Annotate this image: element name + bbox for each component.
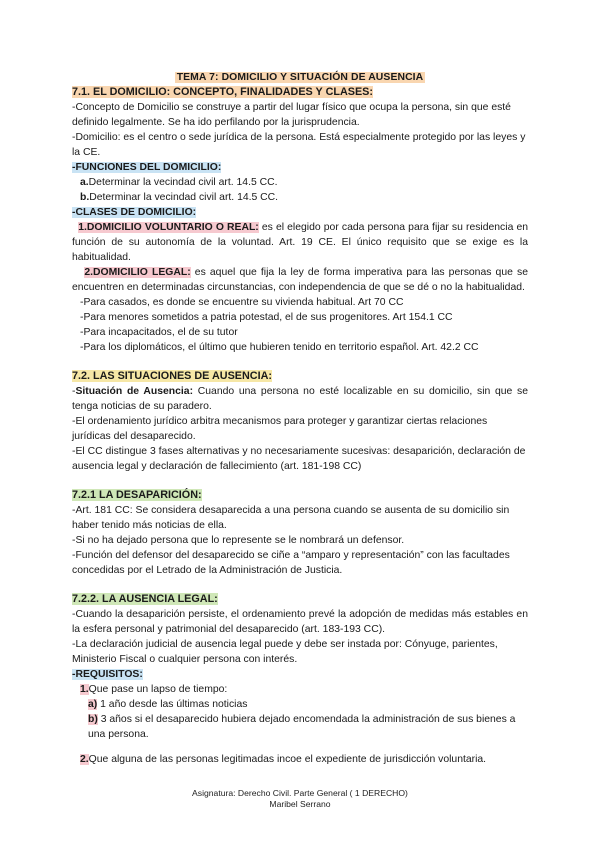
page-footer: [0, 788, 600, 810]
funcion-b-text: Determinar la vecindad civil art. 14.5 CC.: [89, 192, 279, 203]
requisito-1: [72, 682, 528, 697]
requisito-1a-text: 1 año desde las últimas noticias: [97, 699, 248, 710]
funcion-a: [72, 175, 528, 190]
requisito-1-label: 1.: [80, 684, 89, 695]
legal-item: -Para casados, es donde se encuentre su vivienda habitual. Art 70 CC: [80, 297, 404, 308]
requisito-2-text: Que alguna de las personas legitimadas incoe el expediente de jurisdicción voluntaria.: [88, 754, 487, 765]
clase-legal-text: es aquel que fija la ley de forma imperativa para las personas que se encuentren en determinadas circunstancias, con independencia de que se dé o no la habitualidad.: [72, 267, 528, 293]
legal-item: -Para los diplomáticos, el último que hubieren tenido en territorio español. Art. 42.2 CC: [80, 342, 479, 353]
legal-item: -Para menores sometidos a patria potestad, el de sus progenitores. Art 154.1 CC: [80, 312, 453, 323]
situacion-ausencia-text: Cuando una persona no esté localizable en su domicilio, sin que se tenga noticias de su paradero.: [72, 386, 529, 412]
situacion-ausencia-label: Situación de Ausencia:: [75, 386, 194, 397]
desaparicion-paragraph-2: -Si no ha dejado persona que lo represente se le nombrará un defensor.: [72, 535, 405, 546]
desaparicion-paragraph-1: -Art. 181 CC: Se considera desaparecida a una persona cuando se ausenta de su domicilio sin haber tenido más noticias de ella.: [72, 505, 510, 531]
requisito-1a-label: a): [88, 699, 98, 710]
clase-voluntario-text: es el elegido por cada persona para fijar su residencia en función de su autonomía de la voluntad. Art. 19 CE. El único requisito que se exige es la habitualidad.: [72, 222, 529, 263]
requisito-2-label: 2.: [80, 754, 89, 765]
section-7-2-heading: 7.2. LAS SITUACIONES DE AUSENCIA:: [72, 370, 272, 382]
ordenamiento-paragraph: -El ordenamiento jurídico arbitra mecanismos para proteger y garantizar ciertas relaciones jurídicas del desaparecido.: [72, 416, 488, 442]
clase-legal: [72, 265, 528, 295]
clase-legal-label: 2.DOMICILIO LEGAL:: [84, 267, 191, 278]
funcion-b-label: b.: [80, 192, 90, 203]
legal-item: -Para incapacitados, el de su tutor: [80, 327, 238, 338]
clases-heading: -CLASES DE DOMICILIO:: [72, 207, 197, 218]
section-7-1-heading: 7.1. EL DOMICILIO: CONCEPTO, FINALIDADES Y CLASES:: [72, 86, 373, 98]
page-title: TEMA 7: DOMICILIO Y SITUACIÓN DE AUSENCIA: [176, 72, 424, 83]
domicilio-concept-paragraph: -Concepto de Domicilio se construye a partir del lugar físico que ocupa la persona, sin que esté definido legalmente. Se ha ido perfilando por la jurisprudencia.: [72, 102, 511, 128]
dash: -: [72, 386, 76, 397]
requisito-1-text: Que pase un lapso de tiempo:: [88, 684, 228, 695]
ausencia-paragraph-1: -Cuando la desaparición persiste, el ordenamiento prevé la adopción de medidas más estables en la esfera personal y patrimonial del desaparecido (art. 183-193 CC).: [72, 609, 528, 635]
desaparicion-paragraph-3: -Función del defensor del desaparecido se ciñe a “amparo y representación” con las facultades concedidas por el Letrado de la Administración de Justicia.: [72, 550, 510, 576]
funcion-b: [72, 190, 528, 205]
requisito-1a: [72, 697, 528, 712]
requisito-2: [72, 752, 528, 767]
requisito-1b: [72, 712, 528, 742]
title-wrap: [72, 70, 528, 85]
document-page: [72, 70, 528, 767]
footer-author: Maribel Serrano: [269, 799, 331, 809]
footer-subject: Asignatura: Derecho Civil. Parte General ( 1 DERECHO): [192, 788, 408, 798]
requisito-1b-text: 3 años si el desaparecido hubiera dejado encomendada la administración de sus bienes a una persona.: [88, 714, 516, 740]
requisitos-heading: -REQUISITOS:: [72, 669, 143, 680]
section-7-2-2-heading: 7.2.2. LA AUSENCIA LEGAL:: [72, 593, 218, 605]
funciones-heading: -FUNCIONES DEL DOMICILIO:: [72, 162, 222, 173]
fases-paragraph: -El CC distingue 3 fases alternativas y no necesariamente sucesivas: desaparición, declaración de ausencia legal y declaración de fallecimiento (art. 181-198 CC): [72, 446, 526, 472]
funcion-a-text: Determinar la vecindad civil art. 14.5 CC.: [88, 177, 278, 188]
situacion-ausencia-paragraph: [72, 384, 528, 414]
section-7-2-1-heading: 7.2.1 LA DESAPARICIÓN:: [72, 489, 202, 501]
requisito-1b-label: b): [88, 714, 98, 725]
funcion-a-label: a.: [80, 177, 89, 188]
clase-voluntario-label: 1.DOMICILIO VOLUNTARIO O REAL:: [78, 222, 259, 233]
domicilio-definition-paragraph: -Domicilio: es el centro o sede jurídica de la persona. Está especialmente protegido por las leyes y la CE.: [72, 132, 526, 158]
clase-voluntario: [72, 220, 528, 265]
ausencia-paragraph-2: -La declaración judicial de ausencia legal puede y debe ser instada por: Cónyuge, parientes, Ministerio Fiscal o cualquier persona con interés.: [72, 639, 498, 665]
